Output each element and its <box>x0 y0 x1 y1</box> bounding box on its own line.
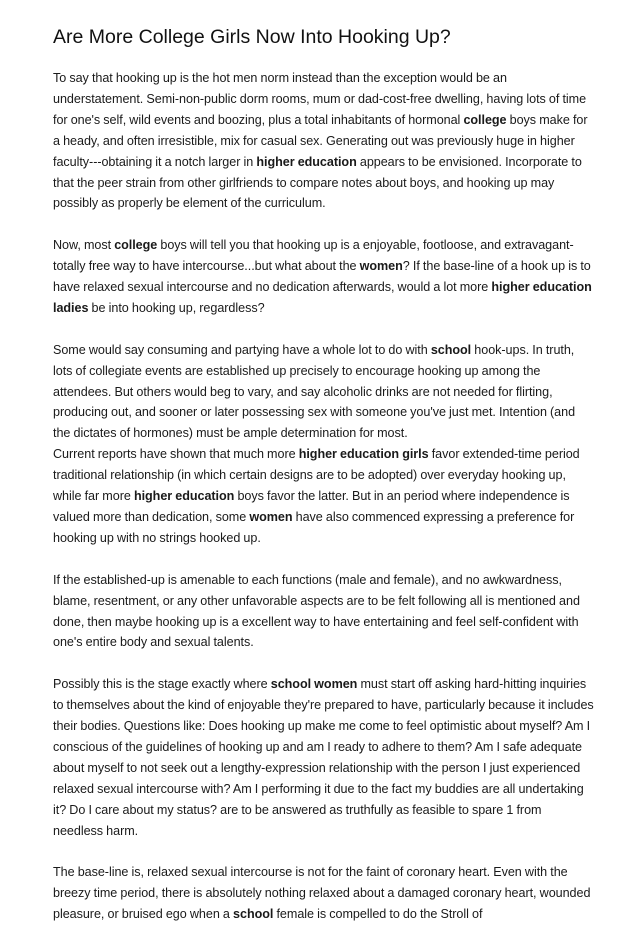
text-run: Possibly this is the stage exactly where <box>53 677 271 692</box>
text-run: ? If the base-line of a hook up is to have relaxed sexual intercourse and no dedication afterwards, would a lot more <box>53 259 591 295</box>
paragraph <box>53 570 594 654</box>
bold-keyword: women <box>359 259 403 274</box>
paragraph <box>53 444 594 549</box>
text-run: Some would say consuming and partying have a whole lot to do with <box>53 342 431 357</box>
paragraph <box>53 862 594 925</box>
bold-keyword: college <box>463 112 507 127</box>
text-run: favor extended-time period traditional relationship (in which certain designs are to be adopted) over everyday hooking up, while far more <box>53 447 580 504</box>
bold-keyword: higher education <box>133 489 235 504</box>
bold-keyword: higher education ladies <box>53 280 592 315</box>
bold-keyword: higher education girls <box>298 447 429 462</box>
text-run: appears to be envisioned. Incorporate to that the peer strain from other girlfriends to compare notes about boys, and hooking up may possibly as properly be element of the curriculum. <box>53 154 582 211</box>
text-run: If the established-up is amenable to each functions (male and female), and no awkwardness, blame, resentment, or any other unfavorable aspects are to be felt following all is mentioned and done, then maybe hooking up is a excellent way to have entertaining and feel self-confident with one's entire body and sexual talents. <box>53 572 580 650</box>
bold-keyword: school <box>233 907 274 922</box>
paragraph <box>53 674 594 841</box>
text-run: be into hooking up, regardless? <box>88 300 265 315</box>
text-run: boys favor the latter. But in an period where independence is valued more than dedication, some <box>53 489 570 524</box>
paragraph <box>53 235 594 319</box>
text-run: boys make for a heady, and often irresistible, mix for casual sex. Generating out was previously huge in higher faculty---obtaining it a notch larger in <box>53 112 588 169</box>
text-run: The base-line is, relaxed sexual intercourse is not for the faint of coronary heart. Even with the breezy time period, there is absolutely nothing relaxed about a damaged coronary heart, wounded pleasure, or bruised ego when a <box>53 865 591 922</box>
text-run: Current reports have shown that much more <box>53 447 299 462</box>
document-title: Are More College Girls Now Into Hooking Up? <box>53 26 451 48</box>
text-run: Now, most <box>53 238 115 253</box>
text-run: hook-ups. In truth, lots of collegiate events are established up precisely to encourage hooking up among the attendees. But others would beg to vary, and say alcoholic drinks are not needed for flirting, producing out, and sooner or later possessing sex with someone you've just met. Intention (and the dictates of hormones) must be ample determination for most. <box>53 342 576 441</box>
text-run: boys will tell you that hooking up is a enjoyable, footloose, and extravagant-totally free way to have intercourse...but what about the <box>53 238 574 274</box>
bold-keyword: college <box>114 238 158 253</box>
bold-keyword: school <box>430 342 472 357</box>
bold-keyword: higher education <box>256 154 357 169</box>
text-run: female is compelled to do the Stroll of <box>273 907 483 922</box>
paragraph <box>53 340 594 445</box>
document-body <box>53 68 594 925</box>
bold-keyword: school women <box>270 677 358 692</box>
paragraph <box>53 68 594 214</box>
text-run: To say that hooking up is the hot men norm instead than the exception would be an understatement. Semi-non-public dorm rooms, mum or dad-cost-free dwelling, having lots of time for one's self, wild events and boozing, plus a total inhabitants of hormonal <box>53 71 587 127</box>
text-run: have also commenced expressing a preference for hooking up with no strings hooked up. <box>53 510 575 545</box>
text-run: must start off asking hard-hitting inquiries to themselves about the kind of enjoyable they're prepared to have, particularly because it includes their bodies. Questions like: Does hooking up make me come to feel optimistic about myself? Am I conscious of the guidelines of hooking up and am I ready to adhere to them? Am I safe adequate about myself to not seek out a lengthy-expression relationship with the person I just experienced relaxed sexual intercourse with? Am I performing it due to the fact my buddies are all undertaking it? Do I care about my status? are to be answered as truthfully as feasible to spare 1 from needless harm. <box>53 677 594 838</box>
bold-keyword: women <box>249 510 293 524</box>
